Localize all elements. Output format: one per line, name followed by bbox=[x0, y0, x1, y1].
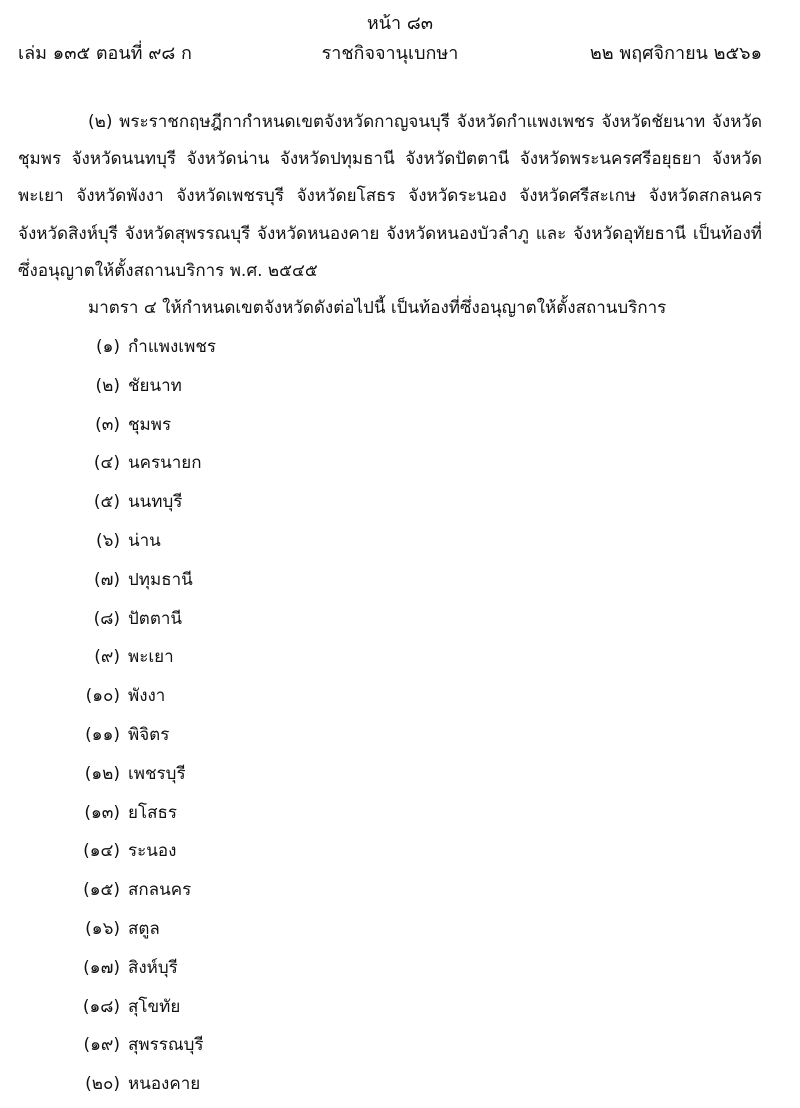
list-item-number: (๗) bbox=[93, 569, 120, 590]
list-item bbox=[0, 681, 800, 711]
list-item-number: (๑๐) bbox=[85, 686, 120, 707]
list-item-number: (๑) bbox=[95, 337, 120, 357]
list-item-label: ปัตตานี bbox=[128, 608, 183, 629]
publication-title: ราชกิจจานุเบกษา bbox=[321, 43, 459, 64]
list-item bbox=[0, 487, 800, 517]
list-item-label: สุโขทัย bbox=[128, 996, 181, 1017]
list-item bbox=[0, 1069, 800, 1099]
list-item bbox=[0, 604, 800, 634]
list-item bbox=[0, 875, 800, 905]
list-item-label: ยโสธร bbox=[128, 802, 177, 823]
list-item-number: (๑๗) bbox=[83, 957, 120, 978]
list-item-number: (๑๑) bbox=[85, 725, 120, 745]
list-item-number: (๑๒) bbox=[84, 763, 120, 784]
list-item-label: พิจิตร bbox=[128, 725, 170, 745]
list-item bbox=[0, 720, 800, 750]
list-item bbox=[0, 448, 800, 478]
list-item-label: ปทุมธานี bbox=[128, 569, 193, 590]
list-item-label: สุพรรณบุรี bbox=[128, 1035, 204, 1056]
list-item bbox=[0, 914, 800, 944]
publication-date: ๒๒ พฤศจิกายน ๒๕๖๑ bbox=[589, 43, 762, 64]
list-item-number: (๕) bbox=[93, 492, 120, 513]
list-item bbox=[0, 371, 800, 401]
list-item-number: (๔) bbox=[93, 453, 120, 474]
document-body bbox=[18, 104, 762, 327]
list-item-label: นนทบุรี bbox=[128, 492, 183, 513]
list-item-label: หนองคาย bbox=[128, 1074, 201, 1095]
list-item bbox=[0, 642, 800, 672]
list-item-label: สกลนคร bbox=[128, 880, 192, 901]
list-item bbox=[0, 992, 800, 1022]
list-item-number: (๑๖) bbox=[85, 919, 120, 939]
volume-issue: เล่ม ๑๓๕ ตอนที่ ๙๘ ก bbox=[18, 43, 192, 64]
list-item-number: (๑๕) bbox=[83, 880, 120, 901]
list-item bbox=[0, 759, 800, 789]
list-item-label: พะเยา bbox=[128, 647, 174, 668]
list-item bbox=[0, 565, 800, 595]
list-item-number: (๑๓) bbox=[84, 802, 120, 823]
list-item-label: สตูล bbox=[128, 919, 160, 939]
list-item-label: กำแพงเพชร bbox=[128, 337, 216, 357]
list-item-label: นครนายก bbox=[128, 453, 202, 474]
list-item-number: (๖) bbox=[95, 531, 120, 551]
list-item-label: ชัยนาท bbox=[128, 375, 182, 396]
list-item-label: น่าน bbox=[128, 531, 161, 551]
list-item-label: เพชรบุรี bbox=[128, 763, 186, 784]
list-item bbox=[0, 836, 800, 866]
document-header bbox=[18, 38, 762, 64]
list-item-label: พังงา bbox=[128, 686, 166, 707]
list-item-number: (๑๔) bbox=[83, 841, 120, 862]
page-number: หน้า ๘๓ bbox=[366, 13, 434, 34]
section-4: มาตรา ๔ ให้กำหนดเขตจังหวัดดังต่อไปนี้ เป็นท้องที่ซึ่งอนุญาตให้ตั้งสถานบริการ bbox=[88, 298, 667, 319]
list-item-label: ระนอง bbox=[128, 841, 177, 862]
list-item-number: (๒๐) bbox=[85, 1074, 120, 1095]
list-item-number: (๑๘) bbox=[82, 996, 120, 1017]
list-item bbox=[0, 526, 800, 556]
list-item bbox=[0, 953, 800, 983]
list-item bbox=[0, 1030, 800, 1060]
list-item-number: (๑๙) bbox=[83, 1035, 120, 1056]
list-item-label: สิงห์บุรี bbox=[128, 957, 178, 978]
list-item-number: (๓) bbox=[95, 414, 120, 435]
list-item bbox=[0, 410, 800, 440]
paragraph-2: (๒) พระราชกฤษฎีกากำหนดเขตจังหวัดกาญจนบุรี จังหวัดกำแพงเพชร จังหวัดชัยนาท จังหวัดชุมพร จังหวัดนนทบุรี จังหวัดน่าน จังหวัดปทุมธานี จังหวัดปัตตานี จังหวัดพระนครศรีอยุธยา จังหวัดพะเยา จังหวัดพังงา จังหวัดเพชรบุรี จังหวัดยโสธร จังหวัดระนอง จังหวัดศรีสะเกษ จังหวัดสกลนคร จังหวัดสิงห์บุรี จังหวัดสุพรรณบุรี จังหวัดหนองคาย จังหวัดหนองบัวลำภู และ จังหวัดอุทัยธานี เป็นท้องที่ซึ่งอนุญาตให้ตั้งสถานบริการ พ.ศ. ๒๕๔๕ bbox=[18, 112, 762, 281]
list-item-number: (๙) bbox=[94, 647, 120, 668]
list-item bbox=[0, 332, 800, 362]
list-item-number: (๘) bbox=[93, 608, 120, 629]
list-item bbox=[0, 798, 800, 828]
list-item-number: (๒) bbox=[95, 375, 120, 396]
list-item-label: ชุมพร bbox=[128, 414, 172, 435]
